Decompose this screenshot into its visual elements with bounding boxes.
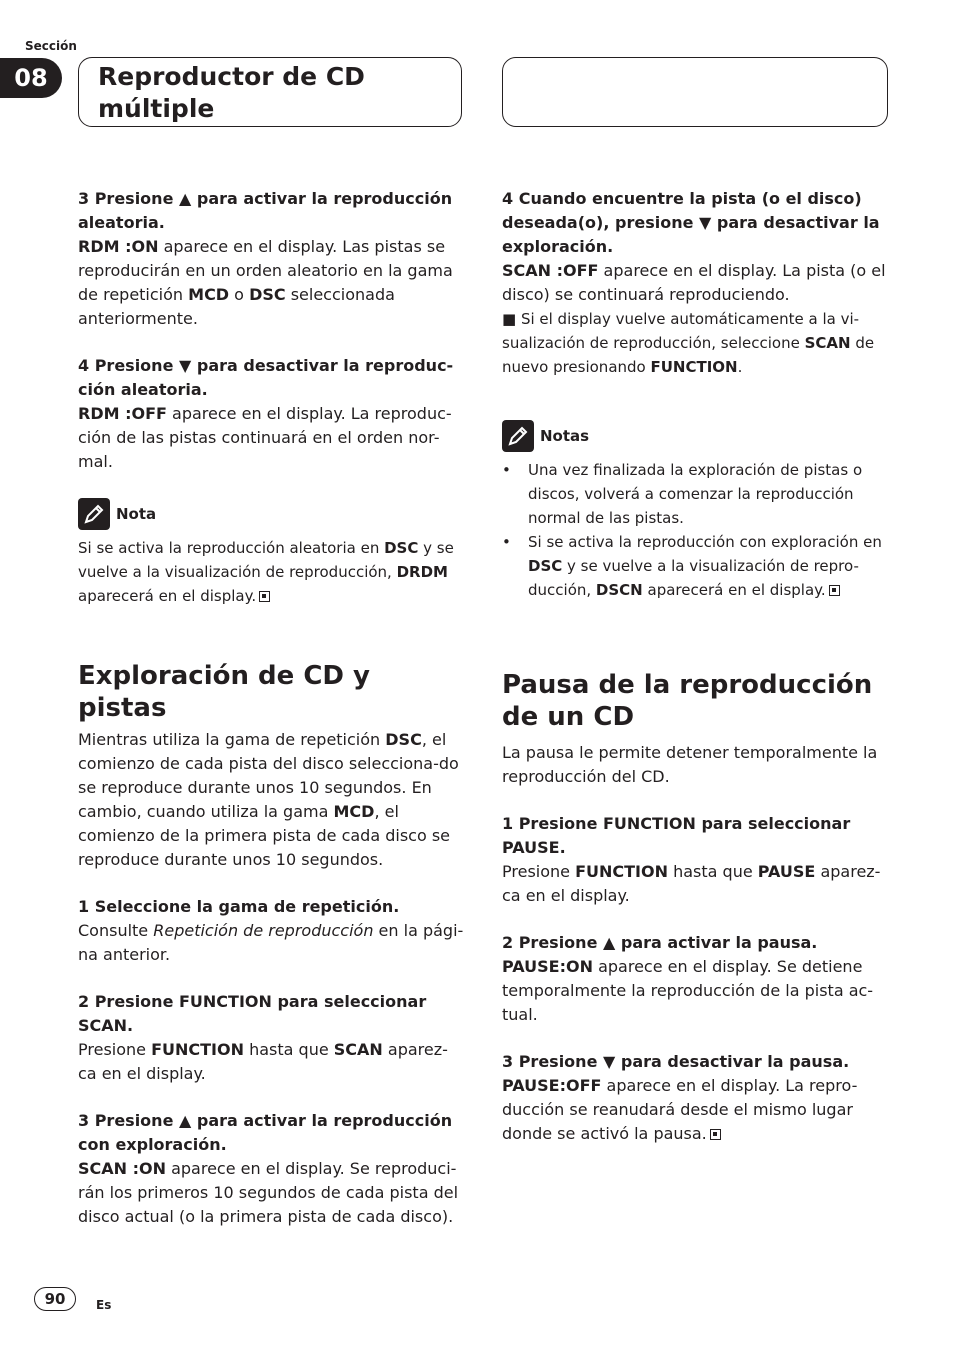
chapter-title-line1: Reproductor de CD — [98, 62, 365, 91]
step-body: RDM :ON aparece en el display. Las pistas se reproducirán en un orden aleatorio en la gama de repetición MCD o DSC seleccionada anteriormente. — [78, 237, 453, 328]
left-column — [78, 187, 466, 1229]
section-heading: Pausa de la reproducción de un CD — [502, 670, 873, 732]
pencil-note-icon — [78, 498, 110, 530]
step-title: 1 Seleccione la gama de repetición. — [78, 897, 400, 916]
page-number: 90 — [34, 1287, 76, 1311]
pencil-note-icon — [502, 420, 534, 452]
step-tip: ■ Si el display vuelve automáticamente a la vi-sualización de reproducción, seleccione SCAN de nuevo presionando FUNCTION. — [502, 310, 875, 376]
end-mark-icon — [710, 1129, 721, 1140]
section-label: Sección — [25, 39, 77, 53]
end-mark-icon — [829, 585, 840, 596]
section-intro: La pausa le permite detener temporalmente la reproducción del CD. — [502, 743, 878, 786]
notes-header — [502, 419, 890, 453]
right-column — [502, 187, 890, 1146]
section-heading: Exploración de CD y pistas — [78, 661, 370, 723]
end-mark-icon — [259, 591, 270, 602]
list-item: • Si se activa la reproducción con exploración en DSC y se vuelve a la visualización de repro-ducción, DSCN aparecerá en el display. — [502, 530, 890, 602]
step-title: 3 Presione ▲ para activar la reproducción con exploración. — [78, 1111, 453, 1154]
chapter-title-line2: múltiple — [98, 94, 215, 123]
step-title: 1 Presione FUNCTION para seleccionar PAUSE. — [502, 814, 851, 857]
step-body: Consulte Repetición de reproducción en la pági-na anterior. — [78, 921, 464, 964]
step-title: 4 Cuando encuentre la pista (o el disco) deseada(o), presione ▼ para desactivar la exploración. — [502, 189, 880, 256]
step-body: RDM :OFF aparece en el display. La reproduc-ción de las pistas continuará en el orden nor-mal. — [78, 404, 452, 471]
step-title: 4 Presione ▼ para desactivar la reproduc-ción aleatoria. — [78, 356, 454, 399]
step-title: 3 Presione ▲ para activar la reproducción aleatoria. — [78, 189, 453, 232]
step-body: PAUSE:ON aparece en el display. Se detiene temporalmente la reproducción de la pista ac-tual. — [502, 957, 874, 1024]
note-header — [78, 497, 466, 531]
empty-header-box — [502, 57, 888, 127]
notes-title: Notas — [540, 427, 590, 445]
step-body: SCAN :OFF aparece en el display. La pista (o el disco) se continuará reproduciendo. — [502, 261, 886, 304]
list-item: • Una vez finalizada la exploración de pistas o discos, volverá a comenzar la reproducción normal de las pistas. — [502, 458, 890, 530]
step-title: 3 Presione ▼ para desactivar la pausa. — [502, 1052, 850, 1071]
section-intro: Mientras utiliza la gama de repetición DSC, el comienzo de cada pista del disco selecciona-do se reproduce durante unos 10 segundos. En cambio, cuando utiliza la gama MCD, el comienzo de la primera pista de cada disco se reproduce durante unos 10 segundos. — [78, 730, 459, 869]
step-body: PAUSE:OFF aparece en el display. La repro-ducción se reanudará desde el mismo lugar donde se activó la pausa. — [502, 1076, 858, 1143]
chapter-title-box — [78, 57, 462, 127]
language-code: Es — [96, 1298, 112, 1312]
step-title: 2 Presione FUNCTION para seleccionar SCAN. — [78, 992, 427, 1035]
notes-list — [502, 458, 890, 602]
note-title: Nota — [116, 505, 157, 523]
section-number-tab: 08 — [0, 58, 62, 98]
step-body: Presione FUNCTION hasta que PAUSE aparez-ca en el display. — [502, 862, 881, 905]
step-body: Presione FUNCTION hasta que SCAN aparez-ca en el display. — [78, 1040, 448, 1083]
note-body: Si se activa la reproducción aleatoria en DSC y se vuelve a la visualización de reproducción, DRDM aparecerá en el display. — [78, 539, 454, 605]
step-title: 2 Presione ▲ para activar la pausa. — [502, 933, 818, 952]
step-body: SCAN :ON aparece en el display. Se reproduci-rán los primeros 10 segundos de cada pista del disco actual (o la primera pista de cada disco). — [78, 1159, 459, 1226]
